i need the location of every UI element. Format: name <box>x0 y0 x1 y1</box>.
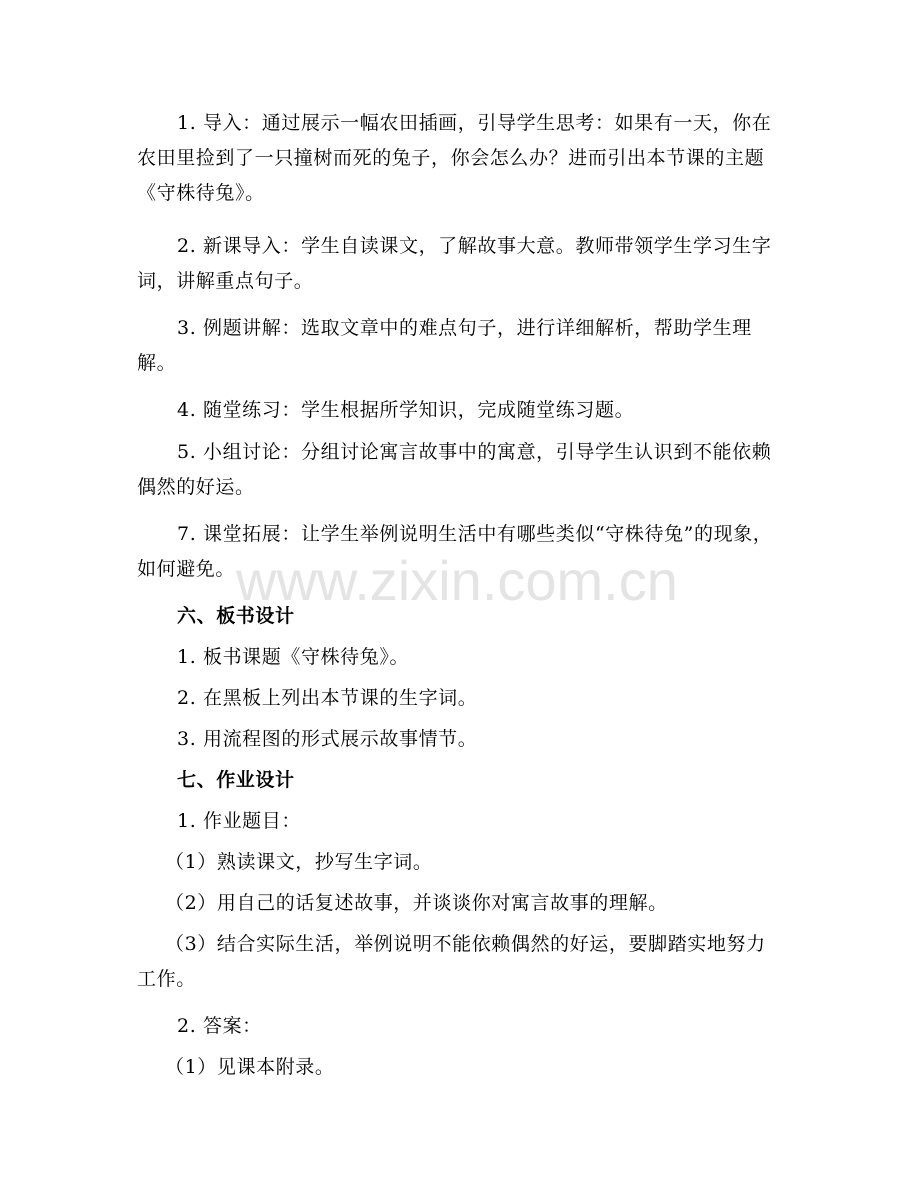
paragraph-homework-3: （3）结合实际生活，举例说明不能依赖偶然的好运，要脚踏实地努力工作。 <box>137 933 766 990</box>
heading-blackboard-design: 六、板书设计 <box>177 605 295 627</box>
paragraph-answer-title: 2. 答案： <box>177 1015 262 1037</box>
paragraph-homework-2: （2）用自己的话复述故事，并谈谈你对寓言故事的理解。 <box>165 892 668 914</box>
paragraph-blackboard-1: 1. 板书课题《守株待兔》。 <box>177 646 410 668</box>
paragraph-intro: 1. 导入：通过展示一幅农田插画，引导学生思考：如果有一天，你在农田里捡到了一只撞树而死的兔子，你会怎么办？进而引出本节课的主题《守株待兔》。 <box>137 112 772 204</box>
paragraph-practice: 4. 随堂练习：学生根据所学知识，完成随堂练习题。 <box>177 399 635 421</box>
paragraph-blackboard-2: 2. 在黑板上列出本节课的生字词。 <box>177 687 478 709</box>
paragraph-discussion: 5. 小组讨论：分组讨论寓言故事中的寓意，引导学生认识到不能依赖偶然的好运。 <box>137 441 772 498</box>
paragraph-homework-title: 1. 作业题目： <box>177 810 301 832</box>
heading-homework-design: 七、作业设计 <box>177 769 295 791</box>
paragraph-homework-1: （1）熟读课文，抄写生字词。 <box>165 851 433 873</box>
paragraph-blackboard-3: 3. 用流程图的形式展示故事情节。 <box>177 728 478 750</box>
paragraph-answer-1: （1）见课本附录。 <box>165 1056 335 1078</box>
paragraph-extension: 7. 课堂拓展：让学生举例说明生活中有哪些类似“守株待兔”的现象，如何避免。 <box>137 523 773 580</box>
watermark-text: www.zixin.com.cn <box>236 549 678 612</box>
paragraph-new-lesson: 2. 新课导入：学生自读课文，了解故事大意。教师带领学生学习生字词，讲解重点句子。 <box>137 235 772 292</box>
paragraph-example: 3. 例题讲解：选取文章中的难点句子，进行详细解析，帮助学生理解。 <box>137 317 752 374</box>
